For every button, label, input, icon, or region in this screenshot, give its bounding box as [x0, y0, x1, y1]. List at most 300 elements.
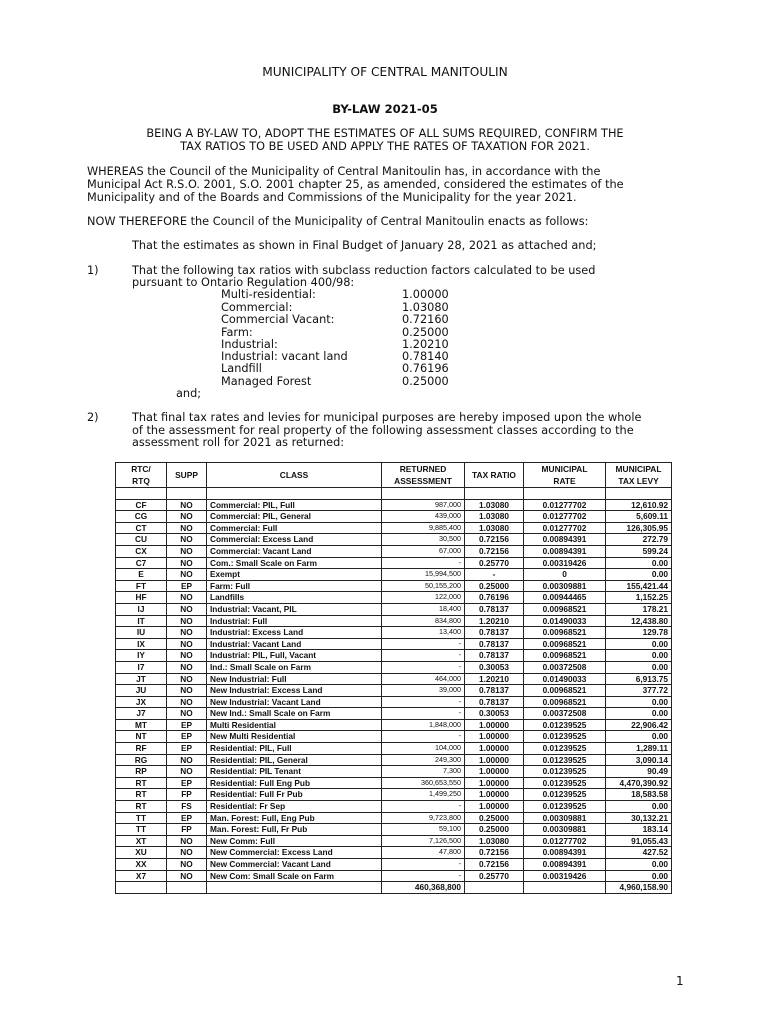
- cell-rate: 0.00894391: [524, 859, 606, 871]
- cell-supp: NO: [167, 673, 207, 685]
- cell-supp: FP: [167, 824, 207, 836]
- table-row: [116, 661, 672, 673]
- cell-rtc: IT: [116, 615, 167, 627]
- cell-levy: 129.78: [606, 627, 672, 639]
- table-row: [116, 673, 672, 685]
- cell-class: Residential: Full Eng Pub: [207, 777, 382, 789]
- table-row: [116, 812, 672, 824]
- cell-tax-ratio: 0.30053: [465, 708, 524, 720]
- cell-class: New Comm: Full: [207, 835, 382, 847]
- cell-tax-ratio: 0.25770: [465, 870, 524, 882]
- section-2-number: 2): [87, 411, 99, 424]
- ratio-value: 0.25000: [402, 375, 449, 388]
- cell-rtc: CG: [116, 511, 167, 523]
- cell-rate: 0.00372508: [524, 661, 606, 673]
- cell-levy: 1,152.25: [606, 592, 672, 604]
- cell-assessment: 15,994,500: [382, 569, 465, 581]
- section-2-line-1: That final tax rates and levies for municipal purposes are hereby imposed upon the whole: [132, 411, 642, 424]
- cell-tax-ratio: 0.72156: [465, 847, 524, 859]
- cell-supp: NO: [167, 522, 207, 534]
- total-levy: 4,960,158.90: [606, 882, 672, 894]
- cell-tax-ratio: 0.78137: [465, 638, 524, 650]
- whereas-line-3: Municipality and of the Boards and Commissions of the Municipality for the year 2021.: [87, 191, 577, 204]
- cell-rate: 0.00319426: [524, 557, 606, 569]
- cell-class: Commercial: Vacant Land: [207, 545, 382, 557]
- cell-rtc: I7: [116, 661, 167, 673]
- cell-rate: 0.00894391: [524, 534, 606, 546]
- table-row: [116, 522, 672, 534]
- cell-rate: 0.00968521: [524, 638, 606, 650]
- cell-rate: 0.01239525: [524, 731, 606, 743]
- cell-levy: 5,609.11: [606, 511, 672, 523]
- cell-assessment: 1,499,250: [382, 789, 465, 801]
- cell-levy: 30,132.21: [606, 812, 672, 824]
- cell-rate: 0.01277702: [524, 522, 606, 534]
- cell-assessment: 104,000: [382, 743, 465, 755]
- table-row: [116, 743, 672, 755]
- cell-tax-ratio: 1.03080: [465, 835, 524, 847]
- cell-supp: EP: [167, 719, 207, 731]
- cell-assessment: -: [382, 859, 465, 871]
- cell-supp: FS: [167, 801, 207, 813]
- cell-supp: NO: [167, 685, 207, 697]
- cell-class: New Industrial: Full: [207, 673, 382, 685]
- cell-rtc: RT: [116, 789, 167, 801]
- cell-tax-ratio: 1.00000: [465, 719, 524, 731]
- header-supp: SUPP: [167, 463, 207, 488]
- cell-rtc: J7: [116, 708, 167, 720]
- ratio-value: 1.03080: [402, 301, 449, 314]
- cell-rate: 0.00894391: [524, 847, 606, 859]
- cell-rate: 0.01239525: [524, 719, 606, 731]
- whereas-line-2: Municipal Act R.S.O. 2001, S.O. 2001 chapter 25, as amended, considered the estimates of the: [87, 178, 624, 191]
- estimates-line: That the estimates as shown in Final Budget of January 28, 2021 as attached and;: [132, 239, 597, 252]
- cell-rate: 0.00968521: [524, 650, 606, 662]
- cell-rtc: XX: [116, 859, 167, 871]
- cell-rtc: IJ: [116, 603, 167, 615]
- cell-rtc: IX: [116, 638, 167, 650]
- table-row: [116, 511, 672, 523]
- cell-tax-ratio: 1.20210: [465, 615, 524, 627]
- cell-assessment: -: [382, 801, 465, 813]
- cell-levy: 0.00: [606, 708, 672, 720]
- header-tax-ratio: TAX RATIO: [465, 463, 524, 488]
- cell-assessment: 9,723,800: [382, 812, 465, 824]
- cell-tax-ratio: 1.00000: [465, 777, 524, 789]
- cell-rtc: CT: [116, 522, 167, 534]
- ratio-value: 0.78140: [402, 350, 449, 363]
- table-row: [116, 696, 672, 708]
- cell-class: Commercial: PIL, Full: [207, 499, 382, 511]
- cell-rtc: XT: [116, 835, 167, 847]
- cell-rtc: CU: [116, 534, 167, 546]
- cell-class: Man. Forest: Full, Fr Pub: [207, 824, 382, 836]
- cell-class: Industrial: Vacant, PIL: [207, 603, 382, 615]
- cell-rtc: RT: [116, 777, 167, 789]
- table-row: [116, 557, 672, 569]
- cell-class: Residential: Fr Sep: [207, 801, 382, 813]
- cell-rate: 0.01490033: [524, 615, 606, 627]
- cell-class: Commercial: PIL, General: [207, 511, 382, 523]
- cell-class: Residential: PIL, Full: [207, 743, 382, 755]
- cell-levy: 126,305.95: [606, 522, 672, 534]
- table-row: [116, 789, 672, 801]
- purpose-line-2: TAX RATIOS TO BE USED AND APPLY THE RATES OF TAXATION FOR 2021.: [180, 140, 590, 153]
- cell-levy: 90.49: [606, 766, 672, 778]
- assessment-table: [115, 462, 672, 894]
- table-row: [116, 754, 672, 766]
- table-row: [116, 731, 672, 743]
- cell-assessment: 439,000: [382, 511, 465, 523]
- cell-tax-ratio: 1.00000: [465, 766, 524, 778]
- header-levy: MUNICIPAL TAX LEVY: [606, 463, 672, 488]
- ratio-label: Commercial:: [221, 301, 293, 314]
- cell-supp: EP: [167, 731, 207, 743]
- cell-assessment: 13,400: [382, 627, 465, 639]
- cell-assessment: -: [382, 696, 465, 708]
- cell-supp: NO: [167, 592, 207, 604]
- cell-assessment: -: [382, 557, 465, 569]
- cell-tax-ratio: 0.25000: [465, 824, 524, 836]
- ratio-label: Multi-residential:: [221, 288, 316, 301]
- cell-assessment: 59,100: [382, 824, 465, 836]
- cell-levy: 155,421.44: [606, 580, 672, 592]
- header-assessment: RETURNED ASSESSMENT: [382, 463, 465, 488]
- cell-supp: NO: [167, 627, 207, 639]
- and-line: and;: [176, 387, 202, 400]
- cell-supp: NO: [167, 847, 207, 859]
- table-row: [116, 870, 672, 882]
- table-row: [116, 615, 672, 627]
- cell-rtc: TT: [116, 824, 167, 836]
- whereas-line-1: WHEREAS the Council of the Municipality of Central Manitoulin has, in accordance with the: [87, 165, 601, 178]
- cell-tax-ratio: 1.03080: [465, 522, 524, 534]
- cell-rtc: TT: [116, 812, 167, 824]
- table-row: [116, 835, 672, 847]
- cell-assessment: 834,800: [382, 615, 465, 627]
- table-spacer-row: [116, 488, 672, 500]
- cell-levy: 427.52: [606, 847, 672, 859]
- table-row: [116, 766, 672, 778]
- cell-rate: 0.01277702: [524, 499, 606, 511]
- table-row: [116, 824, 672, 836]
- cell-assessment: 50,155,200: [382, 580, 465, 592]
- cell-levy: 12,610.92: [606, 499, 672, 511]
- cell-rate: 0.00968521: [524, 603, 606, 615]
- ratio-value: 1.20210: [402, 338, 449, 351]
- section-1-line-2: pursuant to Ontario Regulation 400/98:: [132, 276, 355, 289]
- cell-levy: 12,438.80: [606, 615, 672, 627]
- cell-levy: 272.79: [606, 534, 672, 546]
- cell-supp: EP: [167, 777, 207, 789]
- cell-levy: 0.00: [606, 696, 672, 708]
- cell-assessment: 464,000: [382, 673, 465, 685]
- cell-class: Industrial: PIL, Full, Vacant: [207, 650, 382, 662]
- table-row: [116, 534, 672, 546]
- cell-tax-ratio: 0.25770: [465, 557, 524, 569]
- ratio-label: Landfill: [221, 362, 262, 375]
- table-row: [116, 719, 672, 731]
- cell-levy: 18,583.58: [606, 789, 672, 801]
- cell-rtc: RG: [116, 754, 167, 766]
- table-row: [116, 638, 672, 650]
- cell-tax-ratio: 0.78137: [465, 627, 524, 639]
- section-2-line-2: of the assessment for real property of the following assessment classes according to the: [132, 424, 634, 437]
- cell-rtc: JU: [116, 685, 167, 697]
- cell-rate: 0: [524, 569, 606, 581]
- cell-supp: NO: [167, 859, 207, 871]
- cell-levy: 22,906.42: [606, 719, 672, 731]
- ratio-value: 0.25000: [402, 326, 449, 339]
- table-row: [116, 847, 672, 859]
- cell-class: Exempt: [207, 569, 382, 581]
- cell-rate: 0.00319426: [524, 870, 606, 882]
- cell-assessment: -: [382, 870, 465, 882]
- cell-rtc: HF: [116, 592, 167, 604]
- cell-tax-ratio: 1.00000: [465, 801, 524, 813]
- ratio-label: Industrial: vacant land: [221, 350, 348, 363]
- table-row: [116, 801, 672, 813]
- cell-levy: 0.00: [606, 731, 672, 743]
- cell-tax-ratio: 0.25000: [465, 580, 524, 592]
- cell-supp: NO: [167, 569, 207, 581]
- cell-levy: 599.24: [606, 545, 672, 557]
- total-empty-cell: [524, 882, 606, 894]
- cell-supp: EP: [167, 812, 207, 824]
- cell-tax-ratio: 0.72156: [465, 859, 524, 871]
- cell-rtc: X7: [116, 870, 167, 882]
- cell-assessment: 9,885,400: [382, 522, 465, 534]
- section-2-line-3: assessment roll for 2021 as returned:: [132, 436, 345, 449]
- cell-tax-ratio: 0.76196: [465, 592, 524, 604]
- header-class: CLASS: [207, 463, 382, 488]
- cell-class: Multi Residential: [207, 719, 382, 731]
- table-total-row: [116, 882, 672, 894]
- cell-class: Residential: Full Fr Pub: [207, 789, 382, 801]
- section-1-number: 1): [87, 264, 99, 277]
- cell-rate: 0.00968521: [524, 627, 606, 639]
- cell-rate: 0.00944465: [524, 592, 606, 604]
- total-empty-cell: [116, 882, 167, 894]
- cell-supp: EP: [167, 743, 207, 755]
- cell-rtc: JT: [116, 673, 167, 685]
- ratio-label: Managed Forest: [221, 375, 312, 388]
- cell-assessment: -: [382, 650, 465, 662]
- cell-supp: NO: [167, 499, 207, 511]
- cell-class: Ind.: Small Scale on Farm: [207, 661, 382, 673]
- cell-rtc: IY: [116, 650, 167, 662]
- cell-rate: 0.01239525: [524, 777, 606, 789]
- section-1-line-1: That the following tax ratios with subclass reduction factors calculated to be used: [132, 264, 596, 277]
- cell-levy: 4,470,390.92: [606, 777, 672, 789]
- cell-supp: NO: [167, 557, 207, 569]
- cell-rtc: NT: [116, 731, 167, 743]
- table-row: [116, 685, 672, 697]
- cell-levy: 3,090.14: [606, 754, 672, 766]
- cell-rate: 0.00372508: [524, 708, 606, 720]
- cell-class: New Commercial: Excess Land: [207, 847, 382, 859]
- cell-rate: 0.00968521: [524, 696, 606, 708]
- cell-rate: 0.00309881: [524, 580, 606, 592]
- cell-supp: NO: [167, 870, 207, 882]
- header-rate: MUNICIPAL RATE: [524, 463, 606, 488]
- cell-levy: 0.00: [606, 661, 672, 673]
- cell-assessment: -: [382, 638, 465, 650]
- page-number: 1: [676, 974, 684, 988]
- table-row: [116, 777, 672, 789]
- cell-class: Man. Forest: Full, Eng Pub: [207, 812, 382, 824]
- purpose-line-1: BEING A BY-LAW TO, ADOPT THE ESTIMATES OF ALL SUMS REQUIRED, CONFIRM THE: [146, 127, 624, 140]
- cell-rate: 0.01239525: [524, 789, 606, 801]
- cell-rtc: FT: [116, 580, 167, 592]
- cell-rate: 0.01490033: [524, 673, 606, 685]
- bylaw-number: BY-LAW 2021-05: [332, 102, 438, 116]
- cell-assessment: -: [382, 731, 465, 743]
- cell-assessment: 47,800: [382, 847, 465, 859]
- cell-assessment: -: [382, 661, 465, 673]
- municipality-title: MUNICIPALITY OF CENTRAL MANITOULIN: [262, 65, 508, 79]
- cell-levy: 178.21: [606, 603, 672, 615]
- table-row: [116, 592, 672, 604]
- cell-tax-ratio: 1.00000: [465, 743, 524, 755]
- total-empty-cell: [465, 882, 524, 894]
- cell-rate: 0.01239525: [524, 743, 606, 755]
- cell-assessment: 7,300: [382, 766, 465, 778]
- table-row: [116, 580, 672, 592]
- now-therefore: NOW THEREFORE the Council of the Municipality of Central Manitoulin enacts as follows:: [87, 215, 589, 228]
- total-empty-cell: [167, 882, 207, 894]
- cell-class: New Com: Small Scale on Farm: [207, 870, 382, 882]
- cell-assessment: 30,500: [382, 534, 465, 546]
- cell-rtc: RF: [116, 743, 167, 755]
- cell-supp: NO: [167, 754, 207, 766]
- cell-rtc: CF: [116, 499, 167, 511]
- cell-tax-ratio: 1.20210: [465, 673, 524, 685]
- cell-assessment: 122,000: [382, 592, 465, 604]
- cell-tax-ratio: 0.72156: [465, 545, 524, 557]
- cell-rtc: RT: [116, 801, 167, 813]
- cell-tax-ratio: 1.03080: [465, 511, 524, 523]
- table-row: [116, 859, 672, 871]
- cell-class: Farm: Full: [207, 580, 382, 592]
- cell-levy: 0.00: [606, 801, 672, 813]
- cell-tax-ratio: -: [465, 569, 524, 581]
- cell-supp: NO: [167, 615, 207, 627]
- ratio-label: Industrial:: [221, 338, 278, 351]
- cell-tax-ratio: 1.00000: [465, 731, 524, 743]
- cell-class: New Industrial: Vacant Land: [207, 696, 382, 708]
- cell-tax-ratio: 0.72156: [465, 534, 524, 546]
- cell-rtc: IU: [116, 627, 167, 639]
- ratio-label: Farm:: [221, 326, 253, 339]
- cell-supp: NO: [167, 545, 207, 557]
- table-row: [116, 545, 672, 557]
- cell-assessment: 987,000: [382, 499, 465, 511]
- cell-levy: 0.00: [606, 638, 672, 650]
- cell-tax-ratio: 0.78137: [465, 696, 524, 708]
- cell-rate: 0.01277702: [524, 511, 606, 523]
- ratio-value: 0.76196: [402, 362, 449, 375]
- table-row: [116, 650, 672, 662]
- cell-supp: NO: [167, 766, 207, 778]
- table-row: [116, 603, 672, 615]
- cell-supp: NO: [167, 708, 207, 720]
- table-header-row: [116, 463, 672, 488]
- cell-rate: 0.01277702: [524, 835, 606, 847]
- cell-class: Commercial: Excess Land: [207, 534, 382, 546]
- cell-levy: 183.14: [606, 824, 672, 836]
- table-row: [116, 708, 672, 720]
- cell-tax-ratio: 1.00000: [465, 789, 524, 801]
- cell-levy: 91,055.43: [606, 835, 672, 847]
- table-row: [116, 627, 672, 639]
- cell-levy: 0.00: [606, 870, 672, 882]
- cell-supp: NO: [167, 638, 207, 650]
- cell-assessment: 7,126,500: [382, 835, 465, 847]
- cell-rtc: E: [116, 569, 167, 581]
- cell-assessment: 249,300: [382, 754, 465, 766]
- table-row: [116, 569, 672, 581]
- cell-supp: NO: [167, 696, 207, 708]
- cell-supp: NO: [167, 603, 207, 615]
- cell-class: New Commercial: Vacant Land: [207, 859, 382, 871]
- cell-assessment: 18,400: [382, 603, 465, 615]
- cell-levy: 1,289.11: [606, 743, 672, 755]
- cell-levy: 0.00: [606, 859, 672, 871]
- total-empty-cell: [207, 882, 382, 894]
- cell-tax-ratio: 0.30053: [465, 661, 524, 673]
- ratio-label: Commercial Vacant:: [221, 313, 335, 326]
- header-rtc: RTC/ RTQ: [116, 463, 167, 488]
- cell-tax-ratio: 1.03080: [465, 499, 524, 511]
- cell-rtc: C7: [116, 557, 167, 569]
- cell-tax-ratio: 0.78137: [465, 603, 524, 615]
- cell-rate: 0.01239525: [524, 801, 606, 813]
- cell-levy: 0.00: [606, 650, 672, 662]
- cell-supp: NO: [167, 511, 207, 523]
- cell-class: Industrial: Full: [207, 615, 382, 627]
- cell-assessment: 360,653,550: [382, 777, 465, 789]
- cell-rate: 0.00968521: [524, 685, 606, 697]
- cell-supp: NO: [167, 835, 207, 847]
- cell-assessment: 39,000: [382, 685, 465, 697]
- cell-rtc: RP: [116, 766, 167, 778]
- cell-class: Industrial: Excess Land: [207, 627, 382, 639]
- cell-tax-ratio: 0.78137: [465, 685, 524, 697]
- cell-levy: 0.00: [606, 569, 672, 581]
- cell-tax-ratio: 0.25000: [465, 812, 524, 824]
- cell-tax-ratio: 1.00000: [465, 754, 524, 766]
- cell-rtc: CX: [116, 545, 167, 557]
- cell-supp: NO: [167, 534, 207, 546]
- cell-rate: 0.00309881: [524, 824, 606, 836]
- cell-levy: 6,913.75: [606, 673, 672, 685]
- cell-supp: NO: [167, 650, 207, 662]
- cell-rtc: MT: [116, 719, 167, 731]
- cell-rtc: JX: [116, 696, 167, 708]
- cell-assessment: 67,000: [382, 545, 465, 557]
- cell-levy: 377.72: [606, 685, 672, 697]
- cell-supp: NO: [167, 661, 207, 673]
- cell-class: New Multi Residential: [207, 731, 382, 743]
- cell-class: Industrial: Vacant Land: [207, 638, 382, 650]
- cell-class: Landfills: [207, 592, 382, 604]
- cell-rate: 0.01239525: [524, 766, 606, 778]
- table-row: [116, 499, 672, 511]
- cell-supp: EP: [167, 580, 207, 592]
- cell-class: New Ind.: Small Scale on Farm: [207, 708, 382, 720]
- cell-tax-ratio: 0.78137: [465, 650, 524, 662]
